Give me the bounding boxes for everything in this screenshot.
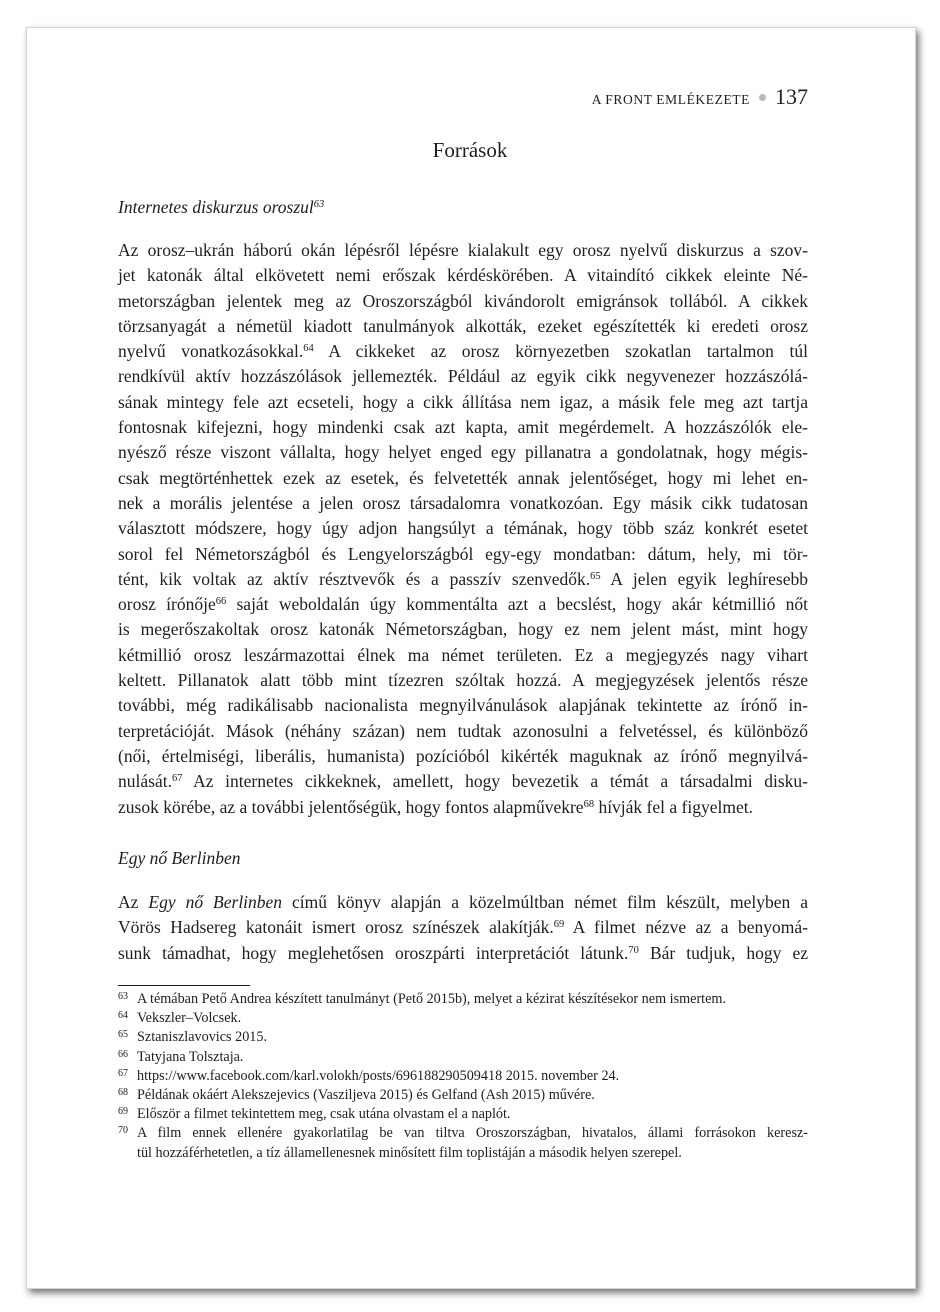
footnote-ref: 68 [583, 798, 595, 810]
footnote-item [118, 990, 808, 1009]
text-run: Bár tudjuk, hogy ez [638, 942, 808, 963]
footnote-line: https://www.facebook.com/karl.volokh/posts/696188290509418 2015. november 24. [137, 1067, 620, 1084]
paragraph-line [118, 719, 808, 744]
text-run: jet katonák által elkövetett nemi erőszak kérdéskörében. A vitaindító cikkek eleinte Né- [118, 265, 808, 286]
footnote-ref: 69 [553, 919, 565, 931]
paragraph-line [118, 542, 808, 567]
paragraph-line [118, 668, 808, 693]
page-number: 137 [775, 84, 808, 109]
footnote-text [137, 990, 808, 1009]
footnote-number: 63 [118, 991, 128, 1002]
text-run: A filmet nézve az a benyomá- [564, 917, 808, 938]
text-run: orosz írónője [118, 594, 216, 615]
text-run: zusok körébe, az a további jelentőségük, hogy fontos alapművekre [118, 796, 584, 817]
footnote-text [137, 1086, 808, 1105]
footnote-number: 70 [118, 1125, 128, 1137]
footnote-ref: 70 [628, 944, 639, 956]
text-run: saját weboldalán úgy kommentálta azt a becslést, hogy akár kétmillió nőt [226, 594, 808, 615]
paragraph-line [118, 915, 808, 940]
footnote-text [137, 1009, 808, 1028]
text-run: sának mintegy fele azt ecseteli, hogy a cikk állítása nem igaz, a másik fele meg azt tartja [118, 391, 808, 412]
paragraph-line [118, 516, 808, 541]
paragraph-line [118, 263, 808, 288]
text-run: nulását. [118, 771, 172, 792]
footnote-number: 66 [118, 1048, 128, 1060]
text-run: sunk támadhat, hogy meglehetősen oroszpárti interpretációt látunk. [118, 942, 629, 963]
footnote-line: Vekszler–Volcsek. [137, 1010, 242, 1027]
paragraph-line [118, 567, 808, 592]
paragraph-line [118, 890, 808, 915]
footnote-line: A film ennek ellenére gyakorlatilag be van tiltva Oroszországban, hivatalos, állami forrásokon keresz- [137, 1125, 808, 1142]
footnote-item [118, 1067, 808, 1086]
footnote-text [137, 1124, 808, 1162]
footnote-text [137, 1048, 808, 1067]
section-title: Források [432, 138, 508, 162]
paragraph-line [118, 466, 808, 491]
footnote-ref: 67 [171, 773, 183, 785]
paragraph-line [118, 289, 808, 314]
footnote-line: A témában Pető Andrea készített tanulmányt (Pető 2015b), melyet a kézirat készítésekor nem ismertem. [137, 991, 726, 1007]
paragraph-line [118, 617, 808, 642]
paragraph-line [118, 314, 808, 339]
footnote-item [118, 1009, 808, 1028]
paragraph-line [118, 693, 808, 718]
paragraph-line [118, 769, 808, 794]
footnote-ref: 66 [215, 596, 227, 608]
footnote-separator-rule [118, 985, 250, 986]
running-head-separator-dot [759, 94, 766, 101]
footnote-line: Tatyjana Tolsztaja. [137, 1048, 244, 1065]
footnote-ref: 65 [590, 570, 601, 582]
text-run: Vörös Hadsereg katonáit ismert orosz színészek alakítják. [118, 917, 554, 938]
text-run: A cikkeket az orosz környezetben szokatlan tartalmon túl [313, 341, 808, 362]
paragraph-line [118, 339, 808, 364]
text-run: kétmillió orosz leszármazottai élnek ma német területen. Ez a megjegyzés nagy vihart [118, 644, 808, 665]
text-run: (női, értelmiségi, liberális, humanista) pozícióból kikérték maguknak az írónő megnyilvá- [118, 745, 808, 766]
text-run: fontosnak kifejezni, hogy mindenki csak azt kapta, amit megérdemelt. A hozzászólók ele- [118, 417, 808, 438]
text-run: sorol fel Németországból és Lengyelországból egy-egy mondatban: dátum, hely, mi tör- [118, 543, 808, 564]
footnote-item [118, 1124, 808, 1162]
paragraph-egy-no-berlinben [118, 890, 808, 966]
subsection-heading-egy-no-berlinben: Egy nő Berlinben [118, 848, 241, 868]
book-title: Egy nő Berlinben [148, 892, 283, 912]
footnote-number: 65 [118, 1029, 128, 1041]
footnote-text [137, 1067, 808, 1086]
paragraph-line [118, 238, 808, 263]
footnotes [118, 990, 808, 1163]
footnote-ref: 63 [313, 199, 325, 210]
paragraph-line [118, 364, 808, 389]
paragraph-internet-discourse [118, 238, 808, 820]
paragraph-line [118, 795, 808, 820]
running-head [592, 84, 808, 114]
footnote-line: Először a filmet tekintettem meg, csak utána olvastam el a naplót. [137, 1106, 511, 1123]
paragraph-line [118, 744, 808, 769]
footnote-item [118, 1048, 808, 1067]
text-run: rendkívül aktív hozzászólások jellemezték. Például az egyik cikk negyvenezer hozzászólá- [118, 366, 808, 387]
text-run: keltett. Pillanatok alatt több mint tízezren szóltak hozzá. A megjegyzések jelentős része [118, 670, 808, 691]
footnote-ref: 64 [303, 343, 314, 355]
footnote-line: Sztaniszlavovics 2015. [137, 1029, 268, 1046]
text-run: csak megtörténhettek ezek az esetek, és felvetették annak jelentőséget, hogy mi lehet en- [118, 467, 808, 488]
running-head-title: A FRONT EMLÉKEZETE [591, 92, 750, 107]
text-run: nek a morális jelentése a jelen orosz társadalomra vonatkozóan. Egy másik cikk tudatosan [118, 492, 808, 513]
text-run: A jelen egyik leghíresebb [600, 568, 808, 589]
paragraph-line [118, 592, 808, 617]
footnote-number: 69 [118, 1106, 128, 1118]
text-run: metországban jelentek meg az Oroszországból kivándorolt emigránsok tollából. A cikkek [118, 290, 808, 311]
footnote-item [118, 1028, 808, 1047]
subsection-heading-internet-discourse [118, 197, 324, 218]
paragraph-line [118, 643, 808, 668]
text-run: Az internetes cikkeknek, amellett, hogy bevezetik a témát a társadalmi disku- [182, 771, 808, 792]
text-run: Az [118, 892, 149, 912]
footnote-line: tül hozzáférhetetlen, a tíz államellenesnek minősített film toplistáján a második helyen szerepel. [137, 1144, 682, 1161]
text-run: tént, kik voltak az aktív résztvevők és a passzív szenvedők. [118, 568, 591, 589]
text-run: további, még radikálisabb nacionalista megnyilvánulások alapjának tekintette az írónő in- [118, 695, 808, 716]
subsection-heading-text: Internetes diskurzus oroszul [118, 197, 314, 217]
paragraph-line [118, 491, 808, 516]
text-run: nyelvű vonatkozásokkal. [118, 341, 304, 362]
text-run: Az orosz–ukrán háború okán lépésről lépésre kialakult egy orosz nyelvű diskurzus a szov- [118, 240, 808, 260]
footnote-number: 64 [118, 1010, 128, 1022]
text-run: terpretációját. Mások (néhány százan) nem tudtak azonosulni a felvetéssel, és különböző [118, 720, 808, 741]
text-run: törzsanyagát a németül kiadott tanulmányok alkották, ezeket egészítették ki eredeti orosz [118, 315, 808, 336]
footnote-text [137, 1028, 808, 1047]
text-run: nyésző része viszont vállalta, hogy helyet enged egy pillanatra a gondolatnak, hogy mégis- [118, 442, 808, 463]
paragraph-line [118, 390, 808, 415]
paragraph-line [118, 440, 808, 465]
footnote-number: 67 [118, 1067, 128, 1079]
footnote-line: Példának okáért Alekszejevics (Vasziljeva 2015) és Gelfand (Ash 2015) művére. [137, 1087, 595, 1104]
text-run: választott módszere, hogy úgy adjon hangsúlyt a témának, hogy több száz konkrét esetet [118, 518, 808, 539]
footnote-text [137, 1105, 808, 1124]
paragraph-line [118, 415, 808, 440]
footnote-item [118, 1086, 808, 1105]
footnote-number: 68 [118, 1087, 128, 1099]
text-run: hívják fel a figyelmet. [594, 796, 753, 817]
text-run: is megerőszakoltak orosz katonák Németországban, hogy ez nem jelent mást, mint hogy [118, 619, 808, 640]
paragraph-line [118, 941, 808, 966]
text-run: című könyv alapján a közelmúltban német film készült, melyben a [282, 892, 809, 912]
footnote-item [118, 1105, 808, 1124]
